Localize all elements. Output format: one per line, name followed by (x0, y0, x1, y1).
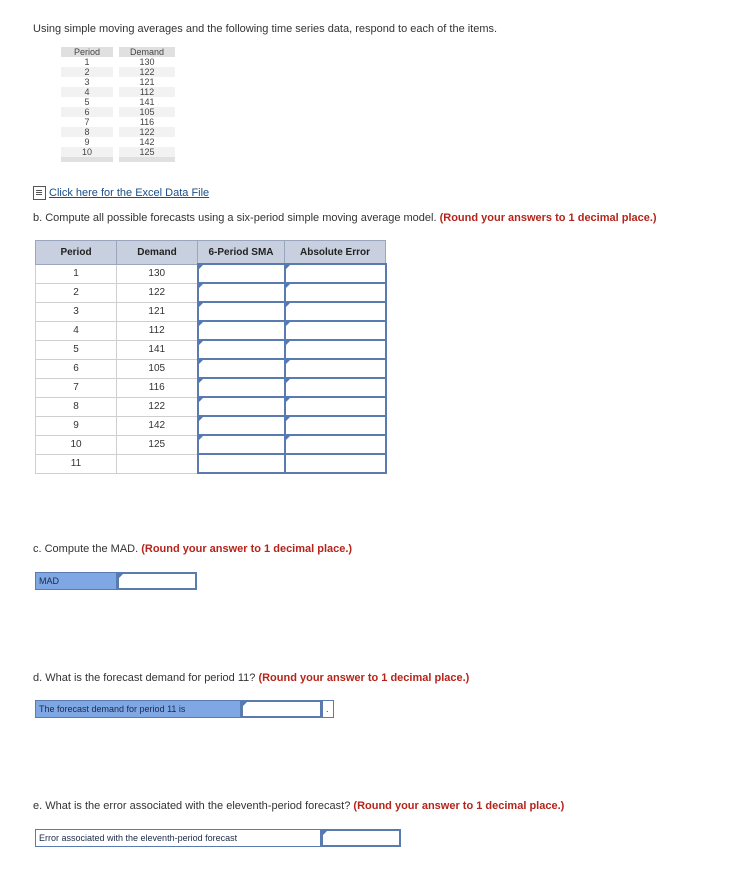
data-demand: 116 (139, 117, 155, 127)
sma-period: 3 (36, 302, 117, 321)
sma-header-demand: Demand (117, 241, 198, 265)
absolute-error-input[interactable] (285, 435, 386, 454)
sma-forecast-input[interactable] (198, 454, 285, 473)
sma-row (36, 264, 386, 283)
mad-answer-row (35, 572, 197, 590)
forecast-input[interactable] (241, 700, 322, 718)
data-demand: 122 (119, 127, 175, 137)
data-row (61, 97, 175, 107)
sma-demand: 122 (117, 397, 198, 416)
sma-period: 5 (36, 340, 117, 359)
sma-row (36, 454, 386, 473)
sma-period: 2 (36, 283, 117, 302)
sma-period: 11 (36, 454, 117, 473)
sma-period: 8 (36, 397, 117, 416)
data-period: 7 (84, 117, 90, 127)
data-row (61, 87, 175, 97)
time-series-data-table (61, 47, 175, 162)
sma-forecast-input[interactable] (198, 416, 285, 435)
data-period: 6 (61, 107, 113, 117)
error-label: Error associated with the eleventh-period forecast (35, 829, 321, 847)
absolute-error-input[interactable] (285, 378, 386, 397)
absolute-error-input[interactable] (285, 454, 386, 473)
absolute-error-input[interactable] (285, 340, 386, 359)
sma-forecast-input[interactable] (198, 340, 285, 359)
sma-row (36, 416, 386, 435)
sma-demand: 116 (117, 378, 198, 397)
sma-header-period: Period (36, 241, 117, 265)
sma-row (36, 435, 386, 454)
sma-demand: 105 (117, 359, 198, 378)
part-b-question: b. Compute all possible forecasts using a six-period simple moving average model. (Round your answers to 1 decimal place.) (33, 212, 657, 224)
sma-header-6-period-sma: 6-Period SMA (198, 241, 285, 265)
data-demand: 130 (139, 57, 155, 67)
document-icon (33, 186, 46, 200)
excel-data-file-link[interactable] (33, 186, 209, 200)
forecast-answer-row (35, 700, 334, 718)
sma-forecast-input[interactable] (198, 397, 285, 416)
sma-demand: 125 (117, 435, 198, 454)
sma-row (36, 397, 386, 416)
sma-forecast-input[interactable] (198, 378, 285, 397)
sma-demand: 142 (117, 416, 198, 435)
col-header-demand: Demand (119, 47, 175, 57)
sma-row (36, 283, 386, 302)
sma-forecast-input[interactable] (198, 264, 285, 283)
sma-period: 6 (36, 359, 117, 378)
data-period: 9 (84, 137, 90, 147)
part-d-question: d. What is the forecast demand for period 11? (Round your answer to 1 decimal place.) (33, 672, 470, 684)
sma-row (36, 359, 386, 378)
sma-forecast-input[interactable] (198, 435, 285, 454)
sma-period: 7 (36, 378, 117, 397)
forecast-suffix: . (322, 700, 334, 718)
forecast-label: The forecast demand for period 11 is (35, 700, 241, 718)
data-period: 5 (84, 97, 90, 107)
data-demand: 121 (139, 77, 155, 87)
data-demand: 105 (119, 107, 175, 117)
data-period: 2 (61, 67, 113, 77)
sma-period: 9 (36, 416, 117, 435)
mad-input[interactable] (117, 572, 197, 590)
data-row (61, 107, 175, 117)
sma-demand (117, 454, 198, 473)
data-row (61, 147, 175, 157)
sma-forecast-input[interactable] (198, 321, 285, 340)
data-demand: 125 (119, 147, 175, 157)
sma-row (36, 340, 386, 359)
data-row (61, 137, 175, 147)
sma-demand: 112 (117, 321, 198, 340)
sma-period: 10 (36, 435, 117, 454)
data-demand: 142 (139, 137, 155, 147)
sma-row (36, 378, 386, 397)
error-answer-row (35, 829, 401, 847)
sma-row (36, 302, 386, 321)
data-row (61, 67, 175, 77)
data-row (61, 57, 175, 67)
sma-forecast-input[interactable] (198, 283, 285, 302)
absolute-error-input[interactable] (285, 359, 386, 378)
data-period: 4 (61, 87, 113, 97)
data-period: 8 (61, 127, 113, 137)
absolute-error-input[interactable] (285, 397, 386, 416)
intro-text: Using simple moving averages and the following time series data, respond to each of the items. (33, 23, 498, 35)
absolute-error-input[interactable] (285, 264, 386, 283)
sma-period: 1 (36, 264, 117, 283)
mad-label: MAD (35, 572, 117, 590)
col-header-period: Period (61, 47, 113, 57)
data-row (61, 127, 175, 137)
part-e-question: e. What is the error associated with the eleventh-period forecast? (Round your answer to 1 decimal place.) (33, 800, 565, 812)
absolute-error-input[interactable] (285, 283, 386, 302)
data-demand: 122 (119, 67, 175, 77)
sma-demand: 130 (117, 264, 198, 283)
data-demand: 112 (119, 87, 175, 97)
data-row (61, 77, 175, 87)
data-demand: 141 (139, 97, 155, 107)
error-input[interactable] (321, 829, 401, 847)
data-period: 1 (84, 57, 90, 67)
absolute-error-input[interactable] (285, 302, 386, 321)
sma-demand: 141 (117, 340, 198, 359)
sma-demand: 121 (117, 302, 198, 321)
sma-forecast-input[interactable] (198, 302, 285, 321)
absolute-error-input[interactable] (285, 321, 386, 340)
sma-forecast-input[interactable] (198, 359, 285, 378)
excel-link-label: Click here for the Excel Data File (49, 187, 210, 199)
sma-demand: 122 (117, 283, 198, 302)
absolute-error-input[interactable] (285, 416, 386, 435)
data-row (61, 117, 175, 127)
sma-header-absolute-error: Absolute Error (285, 241, 386, 265)
sma-row (36, 321, 386, 340)
data-period: 10 (61, 147, 113, 157)
sma-table (35, 240, 387, 474)
data-period: 3 (84, 77, 90, 87)
sma-period: 4 (36, 321, 117, 340)
part-c-question: c. Compute the MAD. (Round your answer to 1 decimal place.) (33, 543, 353, 555)
